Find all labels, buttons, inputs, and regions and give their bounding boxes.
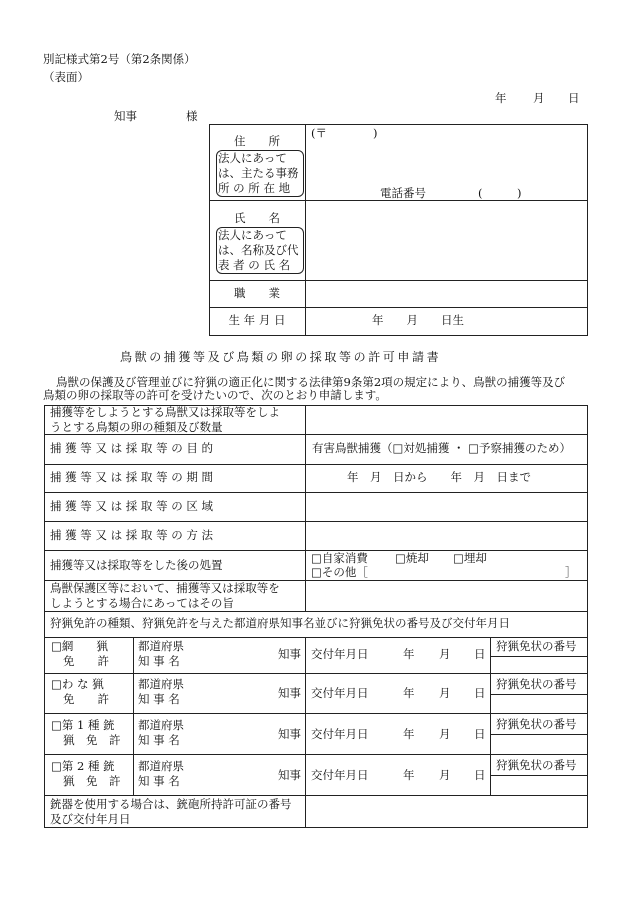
prefecture-governor-label: 都道府県 知 事 名 bbox=[138, 677, 184, 706]
addressee-title: 知事 bbox=[114, 109, 137, 123]
issue-day: 日 bbox=[474, 727, 486, 741]
prefecture-governor-label: 都道府県 知 事 名 bbox=[138, 718, 184, 747]
birth-date-field[interactable]: 年 月 日生 bbox=[372, 313, 464, 327]
intro-line-1: 鳥獣の保護及び管理並びに狩猟の適正化に関する法律第9条第2項の規定により、鳥獣の捕獲等及び bbox=[56, 375, 566, 389]
phone-label: 電話番号 bbox=[380, 186, 426, 200]
disposal-option-incinerate[interactable]: □焼却 bbox=[395, 551, 429, 565]
governor-suffix: 知事 bbox=[278, 727, 301, 741]
method-label: 捕 獲 等 又 は 採 取 等 の 方 法 bbox=[50, 528, 214, 542]
period-value[interactable]: 年 月 日から 年 月 日まで bbox=[347, 470, 531, 484]
issue-date-label: 交付年月日 bbox=[311, 727, 369, 741]
license-number-label: 狩猟免状の番号 bbox=[496, 758, 577, 772]
issue-year: 年 bbox=[403, 727, 415, 741]
issue-month: 月 bbox=[439, 686, 451, 700]
intro-line-2: 鳥類の卵の採取等の許可を受けたいので、次のとおり申請します。 bbox=[43, 388, 387, 402]
prefecture-governor-label: 都道府県 知 事 名 bbox=[138, 759, 184, 788]
address-label: 住 所 bbox=[234, 134, 280, 148]
issue-day: 日 bbox=[474, 647, 486, 661]
addressee-honorific: 様 bbox=[186, 109, 198, 123]
issue-date-label: 交付年月日 bbox=[311, 768, 369, 782]
gun-permit-label: 銃器を使用する場合は、銃砲所持許可証の番号 及び交付年月日 bbox=[50, 797, 292, 826]
disposal-other-close: ］ bbox=[565, 565, 577, 579]
date-year-label: 年 bbox=[495, 91, 507, 105]
area-field[interactable] bbox=[306, 493, 587, 521]
issue-month: 月 bbox=[439, 768, 451, 782]
prefecture-governor-label: 都道府県 知 事 名 bbox=[138, 639, 184, 668]
date-day-label: 日 bbox=[568, 91, 580, 105]
disposal-option-other[interactable]: □その他［ bbox=[311, 565, 368, 579]
license-type-net[interactable]: □網 猟 免 許 bbox=[51, 639, 109, 668]
disposal-label: 捕獲等又は採取等をした後の処置 bbox=[50, 558, 223, 572]
form-number: 別記様式第2号（第2条関係） bbox=[43, 52, 196, 66]
issue-date-label: 交付年月日 bbox=[311, 686, 369, 700]
side-label: （表面） bbox=[43, 70, 89, 84]
license-type-trap[interactable]: □わ な 猟 免 許 bbox=[51, 677, 109, 706]
postal-code-field[interactable]: (〒 ) bbox=[311, 126, 378, 140]
issue-year: 年 bbox=[403, 686, 415, 700]
method-field[interactable] bbox=[306, 522, 587, 550]
document-title: 鳥獣の捕獲等及び鳥類の卵の採取等の許可申請書 bbox=[120, 350, 442, 364]
purpose-label: 捕 獲 等 又 は 採 取 等 の 目 的 bbox=[50, 441, 214, 455]
governor-suffix: 知事 bbox=[278, 768, 301, 782]
governor-suffix: 知事 bbox=[278, 686, 301, 700]
issue-month: 月 bbox=[439, 727, 451, 741]
name-field[interactable] bbox=[306, 201, 587, 280]
gun-permit-field[interactable] bbox=[306, 796, 587, 827]
issue-day: 日 bbox=[474, 686, 486, 700]
issue-year: 年 bbox=[403, 647, 415, 661]
address-sublabel: 法人にあって は、主たる事務 所 の 所 在 地 bbox=[216, 150, 304, 197]
species-label: 捕獲等をしようとする鳥獣又は採取等をしよ うとする鳥類の卵の種類及び数量 bbox=[50, 405, 280, 434]
purpose-value[interactable]: 有害鳥獣捕獲（□対処捕獲 ・ □予察捕獲のため） bbox=[312, 441, 572, 455]
area-label: 捕 獲 等 又 は 採 取 等 の 区 域 bbox=[50, 499, 214, 513]
sanctuary-label: 鳥獣保護区等において、捕獲等又は採取等を しようとする場合にあってはその旨 bbox=[50, 581, 280, 610]
issue-date-label: 交付年月日 bbox=[311, 647, 369, 661]
disposal-option-self-use[interactable]: □自家消費 bbox=[311, 551, 368, 565]
license-type-gun-2[interactable]: □第 2 種 銃 猟 免 許 bbox=[51, 759, 121, 788]
occupation-field[interactable] bbox=[306, 281, 587, 307]
license-number-label: 狩猟免状の番号 bbox=[496, 717, 577, 731]
disposal-option-bury[interactable]: □埋却 bbox=[453, 551, 487, 565]
issue-year: 年 bbox=[403, 768, 415, 782]
governor-suffix: 知事 bbox=[278, 647, 301, 661]
birth-date-label: 生 年 月 日 bbox=[228, 313, 286, 327]
license-number-label: 狩猟免状の番号 bbox=[496, 677, 577, 691]
license-number-label: 狩猟免状の番号 bbox=[496, 639, 577, 653]
name-label: 氏 名 bbox=[234, 211, 280, 225]
period-label: 捕 獲 等 又 は 採 取 等 の 期 間 bbox=[50, 470, 214, 484]
issue-day: 日 bbox=[474, 768, 486, 782]
issue-month: 月 bbox=[439, 647, 451, 661]
species-field[interactable] bbox=[306, 406, 587, 434]
name-sublabel: 法人にあって は、名称及び代 表 者 の 氏 名 bbox=[216, 227, 304, 274]
date-month-label: 月 bbox=[533, 91, 545, 105]
occupation-label: 職 業 bbox=[234, 286, 280, 300]
license-header: 狩猟免許の種類、狩猟免許を与えた都道府県知事名並びに狩猟免状の番号及び交付年月日 bbox=[50, 616, 510, 630]
license-type-gun-1[interactable]: □第 1 種 銃 猟 免 許 bbox=[51, 718, 121, 747]
phone-field[interactable]: ( ) bbox=[478, 186, 522, 200]
sanctuary-field[interactable] bbox=[306, 581, 587, 611]
